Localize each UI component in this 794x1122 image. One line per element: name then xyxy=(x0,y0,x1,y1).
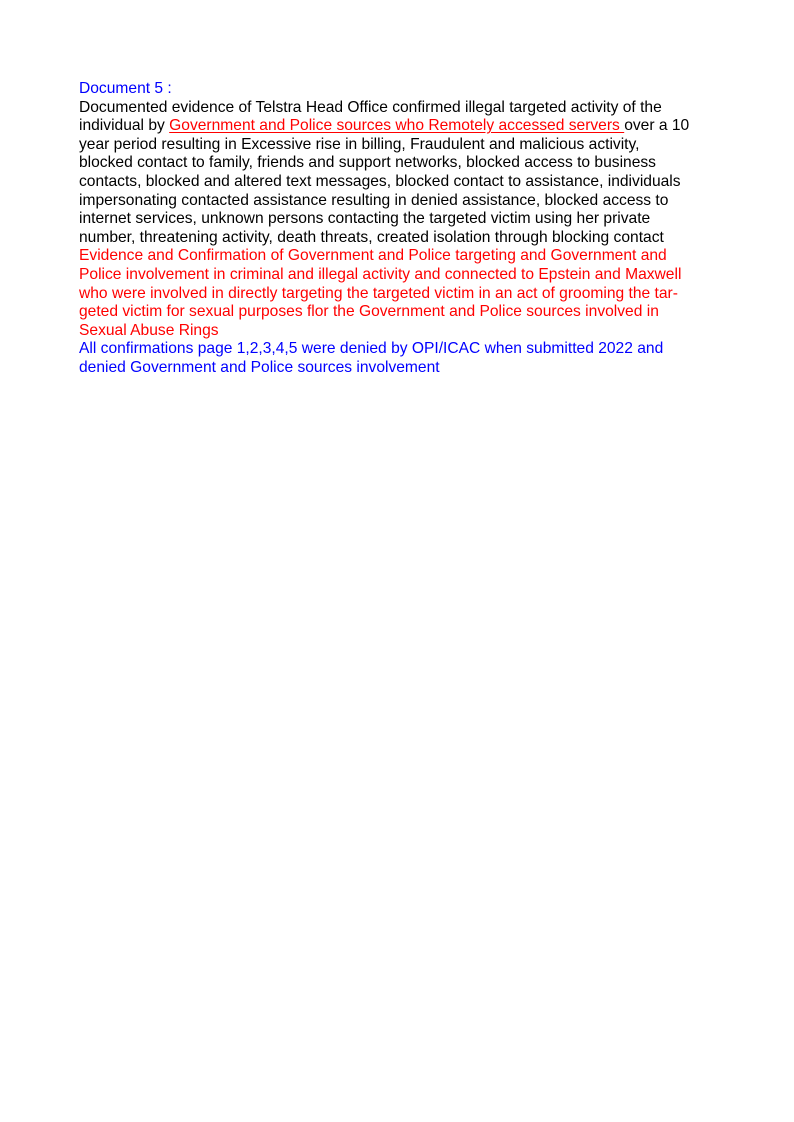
document-heading: Document 5 : xyxy=(79,80,172,97)
evidence-line-3: year period resulting in Excessive rise in billing, Fraudulent and malicious activity, xyxy=(79,135,640,153)
denial-line-2: denied Government and Police sources involvement xyxy=(79,358,440,376)
confirmation-line-2: Police involvement in criminal and illegal activity and connected to Epstein and Maxwell xyxy=(79,265,682,283)
denial-line-1: All confirmations page 1,2,3,4,5 were denied by OPI/ICAC when submitted 2022 and xyxy=(79,340,664,358)
confirmation-line-3: who were involved in directly targeting the targeted victim in an act of grooming the tar- xyxy=(79,284,678,302)
evidence-line-4: blocked contact to family, friends and support networks, blocked access to business xyxy=(79,154,656,172)
evidence-line-2-suffix: over a 10 xyxy=(624,117,690,135)
document-body xyxy=(79,80,719,378)
evidence-line-2-prefix: individual by xyxy=(79,117,170,135)
evidence-line-5: contacts, blocked and altered text messages, blocked contact to assistance, individuals xyxy=(79,172,681,190)
evidence-line-8: number, threatening activity, death threats, created isolation through blocking contact xyxy=(79,228,664,246)
evidence-line-2 xyxy=(79,117,719,136)
evidence-line-6: impersonating contacted assistance resulting in denied assistance, blocked access to xyxy=(79,191,669,209)
remote-access-link[interactable]: Government and Police sources who Remotely accessed servers xyxy=(169,117,625,135)
evidence-line-1: Documented evidence of Telstra Head Office confirmed illegal targeted activity of the xyxy=(79,98,662,116)
confirmation-line-5: Sexual Abuse Rings xyxy=(79,321,219,339)
confirmation-line-4: geted victim for sexual purposes flor the Government and Police sources involved in xyxy=(79,303,659,321)
confirmation-line-1: Evidence and Confirmation of Government and Police targeting and Government and xyxy=(79,247,667,265)
evidence-line-7: internet services, unknown persons contacting the targeted victim using her private xyxy=(79,210,651,228)
